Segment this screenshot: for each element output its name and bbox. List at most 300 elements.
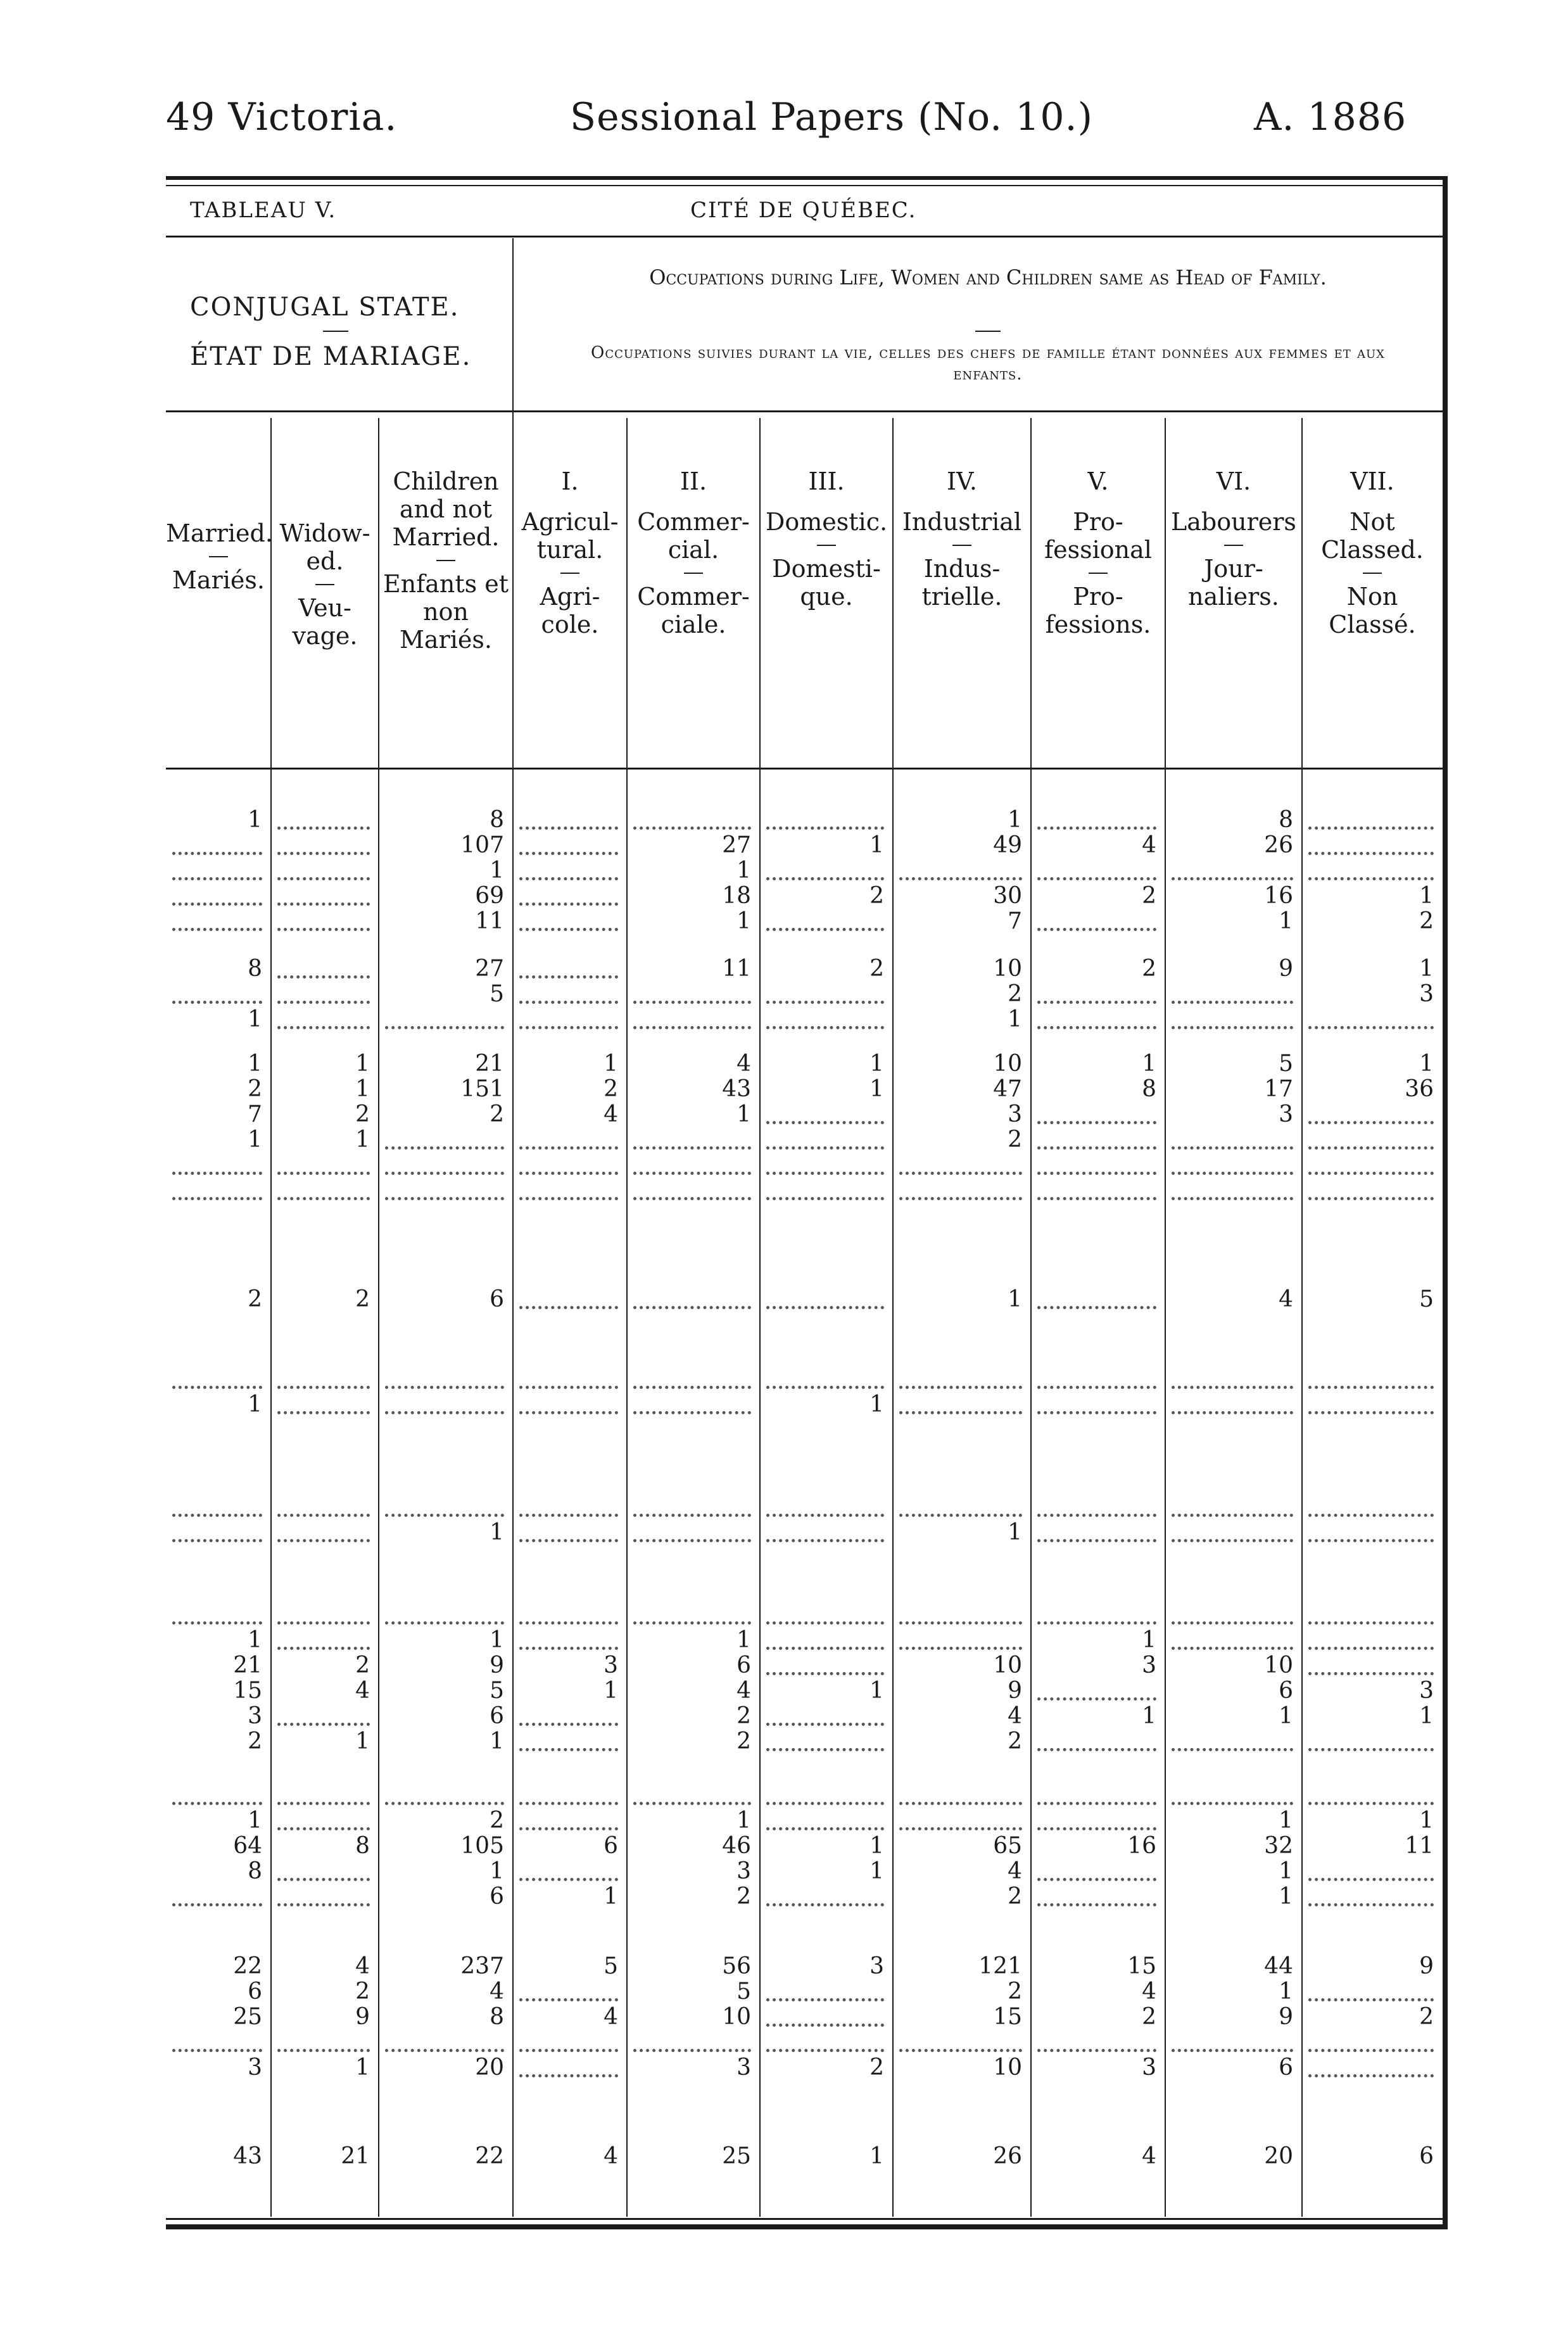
dot-leader — [633, 827, 751, 830]
table-cell: 8 — [248, 1858, 262, 1884]
table-cell: 1 — [737, 1627, 751, 1653]
table-cell: 10 — [993, 1652, 1022, 1678]
dot-leader — [633, 1621, 751, 1625]
dot-leader — [899, 1197, 1022, 1200]
column-dash — [1224, 545, 1243, 546]
column-head-rule — [166, 768, 1443, 770]
dot-leader — [172, 903, 262, 906]
table-cell: 2 — [355, 1286, 370, 1312]
column-title-fr: Non Classé. — [1329, 583, 1416, 638]
table-cell: 1 — [248, 1127, 262, 1153]
dot-leader — [766, 1998, 884, 2001]
table-cell: 36 — [1405, 1076, 1434, 1102]
table-cell: 11 — [1405, 1833, 1434, 1859]
dot-leader — [633, 1172, 751, 1175]
dot-leader — [766, 1197, 884, 1200]
table-cell: 2 — [355, 1101, 370, 1127]
column-number: III. — [808, 467, 845, 495]
dot-leader — [172, 852, 262, 855]
dot-leader — [519, 1026, 618, 1029]
table-cell: 26 — [993, 2143, 1022, 2169]
table-cell: 3 — [1142, 2055, 1156, 2081]
table-cell: 2 — [1008, 1728, 1022, 1754]
table-cell: 2 — [355, 1652, 370, 1678]
table-cell: 1 — [248, 1006, 262, 1032]
running-head-right: A. 1886 — [1254, 95, 1407, 139]
dot-leader — [1308, 1146, 1434, 1150]
dot-leader — [172, 1197, 262, 1200]
column-head-professional — [1031, 467, 1165, 638]
dot-leader — [766, 1514, 884, 1517]
dot-leader — [1037, 1001, 1156, 1004]
table-cell: 2 — [355, 1979, 370, 2005]
dot-leader — [519, 1197, 618, 1200]
column-number: IV. — [947, 467, 977, 495]
dot-leader — [633, 1802, 751, 1805]
table-cell: 8 — [490, 2004, 504, 2030]
dot-leader — [633, 2049, 751, 2052]
table-cell: 4 — [355, 1953, 370, 1979]
table-cell: 3 — [1419, 981, 1434, 1007]
table-cell: 107 — [460, 832, 504, 858]
table-cell: 7 — [1008, 908, 1022, 934]
table-cell: 2 — [1142, 956, 1156, 982]
table-cell: 1 — [604, 1678, 618, 1704]
table-cell: 1 — [490, 1627, 504, 1653]
dot-leader — [172, 1514, 262, 1517]
dot-leader — [766, 928, 884, 931]
table-cell: 1 — [490, 1858, 504, 1884]
dot-leader — [277, 903, 370, 906]
dot-leader — [1172, 1386, 1293, 1389]
column-head-labourers — [1165, 467, 1302, 611]
table-cell: 8 — [1142, 1076, 1156, 1102]
dot-leader — [172, 1172, 262, 1175]
column-dash — [952, 545, 971, 546]
dot-leader — [766, 1172, 884, 1175]
table-cell: 9 — [1279, 956, 1293, 982]
table-cell: 25 — [722, 2143, 751, 2169]
dot-leader — [277, 1802, 370, 1805]
dot-leader — [519, 852, 618, 855]
column-title-fr: Mariés. — [172, 566, 265, 594]
dot-leader — [766, 877, 884, 880]
bottom-rule-thin — [166, 2218, 1443, 2220]
dot-leader — [385, 1802, 504, 1805]
dot-leader — [766, 1621, 884, 1625]
table-cell: 1 — [248, 1627, 262, 1653]
table-cell: 1 — [737, 908, 751, 934]
table-label: TABLEAU V. — [190, 198, 337, 223]
dot-leader — [1037, 1621, 1156, 1625]
dot-leader — [519, 1386, 618, 1389]
table-cell: 4 — [604, 1101, 618, 1127]
dot-leader — [519, 975, 618, 979]
table-cell: 8 — [248, 956, 262, 982]
table-cell: 9 — [1419, 1953, 1434, 1979]
dot-leader — [172, 1539, 262, 1542]
table-cell: 1 — [1008, 1519, 1022, 1545]
dot-leader — [277, 852, 370, 855]
dot-leader — [519, 1827, 618, 1830]
dot-leader — [1037, 1146, 1156, 1150]
dot-leader — [899, 1647, 1022, 1650]
dot-leader — [1172, 1539, 1293, 1542]
table-cell: 20 — [475, 2055, 504, 2081]
table-cell: 27 — [475, 956, 504, 982]
dot-leader — [1308, 1998, 1434, 2001]
dot-leader — [1308, 852, 1434, 855]
table-cell: 69 — [475, 883, 504, 909]
table-cell: 6 — [604, 1833, 618, 1859]
dot-leader — [1308, 1647, 1434, 1650]
dot-leader — [633, 1197, 751, 1200]
dot-leader — [1037, 1172, 1156, 1175]
dot-leader — [766, 1723, 884, 1726]
column-separator — [1030, 418, 1032, 2217]
dot-leader — [519, 2074, 618, 2077]
dot-leader — [766, 1647, 884, 1650]
table-cell: 16 — [1127, 1833, 1156, 1859]
column-title-en: Married. — [166, 519, 273, 547]
table-cell: 4 — [604, 2143, 618, 2169]
column-separator — [759, 418, 761, 2217]
table-cell: 20 — [1264, 2143, 1293, 2169]
bottom-rule — [166, 2224, 1443, 2229]
dot-leader — [766, 1802, 884, 1805]
dot-leader — [1308, 1903, 1434, 1906]
column-number: I. — [561, 467, 579, 495]
occupations-en: Occupations during Life, Women and Children same as Head of Family. — [649, 265, 1327, 289]
dot-leader — [1037, 1514, 1156, 1517]
column-separator — [270, 418, 272, 2217]
dot-leader — [1308, 1621, 1434, 1625]
dot-leader — [277, 975, 370, 979]
column-dash — [1089, 573, 1108, 574]
table-cell: 1 — [869, 1076, 884, 1102]
conjugal-state-en: CONJUGAL STATE. — [190, 293, 460, 322]
table-cell: 1 — [1279, 1808, 1293, 1834]
table-cell: 56 — [722, 1953, 751, 1979]
dot-leader — [899, 2049, 1022, 2052]
table-cell: 1 — [1008, 807, 1022, 833]
column-dash — [560, 573, 579, 574]
dot-leader — [899, 1621, 1022, 1625]
column-number: II. — [680, 467, 707, 495]
table-cell: 6 — [1279, 1678, 1293, 1704]
dot-leader — [277, 1172, 370, 1175]
table-cell: 6 — [490, 1286, 504, 1312]
table-cell: 32 — [1264, 1833, 1293, 1859]
dot-leader — [277, 1514, 370, 1517]
column-title-fr: Pro- fessions. — [1045, 583, 1151, 638]
dot-leader — [385, 2049, 504, 2052]
dot-leader — [766, 2049, 884, 2052]
dot-leader — [899, 1411, 1022, 1414]
dot-leader — [1308, 1539, 1434, 1542]
dot-leader — [519, 1411, 618, 1414]
dot-leader — [385, 1146, 504, 1150]
table-cell: 10 — [1264, 1652, 1293, 1678]
dot-leader — [385, 1026, 504, 1029]
table-cell: 1 — [248, 1391, 262, 1417]
dot-leader — [1037, 1026, 1156, 1029]
table-cell: 21 — [475, 1051, 504, 1077]
table-cell: 43 — [233, 2143, 262, 2169]
table-cell: 15 — [993, 2004, 1022, 2030]
table-cell: 3 — [1419, 1678, 1434, 1704]
table-cell: 2 — [869, 883, 884, 909]
column-separator — [378, 418, 379, 2217]
dot-leader — [1308, 1802, 1434, 1805]
column-title-en: Commer- cial. — [637, 508, 750, 564]
table-cell: 21 — [233, 1652, 262, 1678]
top-rule — [166, 176, 1443, 180]
table-cell: 1 — [1419, 1703, 1434, 1729]
table-cell: 105 — [460, 1833, 504, 1859]
table-cell: 1 — [1279, 1884, 1293, 1910]
table-cell: 1 — [1419, 956, 1434, 982]
table-cell: 10 — [993, 1051, 1022, 1077]
table-cell: 1 — [490, 858, 504, 884]
dot-leader — [1037, 1878, 1156, 1881]
dot-leader — [633, 1146, 751, 1150]
table-cell: 4 — [1279, 1286, 1293, 1312]
table-cell: 3 — [248, 1703, 262, 1729]
table-cell: 2 — [1008, 1979, 1022, 2005]
column-head-widowed — [271, 519, 379, 650]
table-cell: 1 — [1419, 1808, 1434, 1834]
table-cell: 1 — [869, 1051, 884, 1077]
dot-leader — [633, 1026, 751, 1029]
table-cell: 64 — [233, 1833, 262, 1859]
table-cell: 2 — [248, 1286, 262, 1312]
table-cell: 1 — [1142, 1627, 1156, 1653]
table-cell: 15 — [1127, 1953, 1156, 1979]
dot-leader — [385, 1514, 504, 1517]
dot-leader — [172, 928, 262, 931]
column-title-fr: Indus- trielle. — [921, 555, 1002, 611]
table-cell: 1 — [1279, 1703, 1293, 1729]
column-head-domestic — [760, 467, 893, 611]
table-city: CITÉ DE QUÉBEC. — [690, 198, 917, 223]
column-title-fr: Commer- ciale. — [637, 583, 750, 638]
column-dash — [1363, 573, 1382, 574]
table-cell: 1 — [604, 1051, 618, 1077]
table-cell: 6 — [490, 1884, 504, 1910]
dot-leader — [519, 1306, 618, 1309]
dot-leader — [633, 1306, 751, 1309]
dot-leader — [519, 1172, 618, 1175]
dot-leader — [1172, 1026, 1293, 1029]
dot-leader — [1308, 1026, 1434, 1029]
dot-leader — [519, 1878, 618, 1881]
table-cell: 1 — [355, 2055, 370, 2081]
table-cell: 2 — [869, 2055, 884, 2081]
column-title-fr: Veu- vage. — [292, 594, 358, 650]
column-number: V. — [1087, 467, 1109, 495]
table-cell: 44 — [1264, 1953, 1293, 1979]
dot-leader — [1037, 1121, 1156, 1124]
dot-leader — [1308, 1386, 1434, 1389]
table-cell: 5 — [490, 981, 504, 1007]
table-cell: 1 — [869, 2143, 884, 2169]
conjugal-state-fr: ÉTAT DE MARIAGE. — [190, 342, 472, 371]
table-cell: 10 — [993, 956, 1022, 982]
table-cell: 5 — [1419, 1286, 1434, 1312]
dot-leader — [519, 1802, 618, 1805]
dot-leader — [277, 2049, 370, 2052]
dot-leader — [1037, 1697, 1156, 1701]
dot-leader — [899, 1802, 1022, 1805]
dot-leader — [277, 877, 370, 880]
table-cell: 1 — [490, 1728, 504, 1754]
table-cell: 3 — [737, 1858, 751, 1884]
table-cell: 25 — [233, 2004, 262, 2030]
dot-leader — [899, 1827, 1022, 1830]
dot-leader — [277, 1001, 370, 1004]
column-number: VI. — [1216, 467, 1251, 495]
dot-leader — [1037, 1197, 1156, 1200]
dot-leader — [385, 1411, 504, 1414]
dot-leader — [766, 2024, 884, 2027]
dot-leader — [519, 1001, 618, 1004]
dot-leader — [899, 1386, 1022, 1389]
dot-leader — [1037, 1903, 1156, 1906]
dot-leader — [172, 877, 262, 880]
table-cell: 22 — [475, 2143, 504, 2169]
table-cell: 2 — [1419, 908, 1434, 934]
dot-leader — [1308, 1121, 1434, 1124]
table-cell: 47 — [993, 1076, 1022, 1102]
title-rule — [166, 236, 1443, 238]
header-rule — [166, 410, 1443, 412]
dot-leader — [766, 1903, 884, 1906]
table-cell: 1 — [869, 1833, 884, 1859]
dot-leader — [766, 1146, 884, 1150]
dot-leader — [277, 827, 370, 830]
dot-leader — [172, 2049, 262, 2052]
occupations-dash — [975, 331, 1001, 332]
dot-leader — [1172, 1802, 1293, 1805]
dot-leader — [1037, 1386, 1156, 1389]
table-cell: 2 — [1142, 2004, 1156, 2030]
dot-leader — [1308, 1411, 1434, 1414]
dot-leader — [1172, 1621, 1293, 1625]
table-cell: 2 — [604, 1076, 618, 1102]
table-cell: 1 — [737, 858, 751, 884]
column-head-children — [379, 467, 513, 654]
column-dash — [209, 556, 228, 557]
table-cell: 30 — [993, 883, 1022, 909]
dot-leader — [277, 1878, 370, 1881]
column-number: VII. — [1350, 467, 1394, 495]
table-cell: 1 — [1142, 1051, 1156, 1077]
dot-leader — [766, 1539, 884, 1542]
dot-leader — [1308, 827, 1434, 830]
table-cell: 9 — [1279, 2004, 1293, 2030]
table-cell: 6 — [1419, 2143, 1434, 2169]
top-rule-thin — [166, 185, 1443, 186]
dot-leader — [1037, 1802, 1156, 1805]
dot-leader — [277, 928, 370, 931]
column-dash — [684, 573, 703, 574]
dot-leader — [899, 1514, 1022, 1517]
dot-leader — [519, 1621, 618, 1625]
table-cell: 4 — [1142, 832, 1156, 858]
dot-leader — [172, 1903, 262, 1906]
dot-leader — [1308, 1878, 1434, 1881]
column-title-en: Agricul- tural. — [521, 508, 619, 564]
running-head-center: Sessional Papers (No. 10.) — [570, 95, 1094, 139]
table-cell: 1 — [1008, 1006, 1022, 1032]
table-cell: 1 — [1279, 908, 1293, 934]
table-cell: 2 — [737, 1728, 751, 1754]
table-cell: 7 — [248, 1101, 262, 1127]
dot-leader — [1172, 1172, 1293, 1175]
dot-leader — [277, 1197, 370, 1200]
dot-leader — [519, 928, 618, 931]
dot-leader — [519, 827, 618, 830]
table-cell: 9 — [355, 2004, 370, 2030]
table-cell: 1 — [869, 1858, 884, 1884]
column-head-industrial — [893, 467, 1031, 611]
column-separator — [1165, 418, 1166, 2217]
table-cell: 1 — [1419, 883, 1434, 909]
dot-leader — [1172, 1748, 1293, 1751]
table-cell: 5 — [1279, 1051, 1293, 1077]
dot-leader — [519, 2049, 618, 2052]
dot-leader — [519, 1723, 618, 1726]
table-cell: 1 — [737, 1101, 751, 1127]
table-cell: 5 — [490, 1678, 504, 1704]
dot-leader — [172, 1802, 262, 1805]
dot-leader — [766, 1121, 884, 1124]
table-cell: 5 — [604, 1953, 618, 1979]
dot-leader — [277, 1621, 370, 1625]
table-cell: 4 — [737, 1051, 751, 1077]
dot-leader — [277, 1411, 370, 1414]
table-cell: 237 — [460, 1953, 504, 1979]
table-cell: 2 — [737, 1703, 751, 1729]
dot-leader — [1308, 2049, 1434, 2052]
table-cell: 3 — [1008, 1101, 1022, 1127]
column-separator — [892, 418, 894, 2217]
column-title-en: Children and not Married. — [392, 467, 500, 551]
dot-leader — [385, 1172, 504, 1175]
table-cell: 3 — [1279, 1101, 1293, 1127]
table-cell: 8 — [490, 807, 504, 833]
dot-leader — [766, 1672, 884, 1675]
table-cell: 3 — [604, 1652, 618, 1678]
dot-leader — [277, 1539, 370, 1542]
table-cell: 4 — [604, 2004, 618, 2030]
dot-leader — [1037, 2049, 1156, 2052]
column-title-en: Widow- ed. — [279, 519, 370, 575]
dot-leader — [519, 1998, 618, 2001]
table-cell: 1 — [490, 1519, 504, 1545]
table-cell: 4 — [1142, 2143, 1156, 2169]
dot-leader — [899, 1172, 1022, 1175]
table-cell: 2 — [1419, 2004, 1434, 2030]
table-cell: 2 — [248, 1728, 262, 1754]
column-title-fr: Domesti- que. — [772, 555, 881, 611]
dot-leader — [277, 1827, 370, 1830]
dot-leader — [1172, 877, 1293, 880]
table-cell: 1 — [355, 1076, 370, 1102]
dot-leader — [1037, 928, 1156, 931]
dot-leader — [519, 903, 618, 906]
